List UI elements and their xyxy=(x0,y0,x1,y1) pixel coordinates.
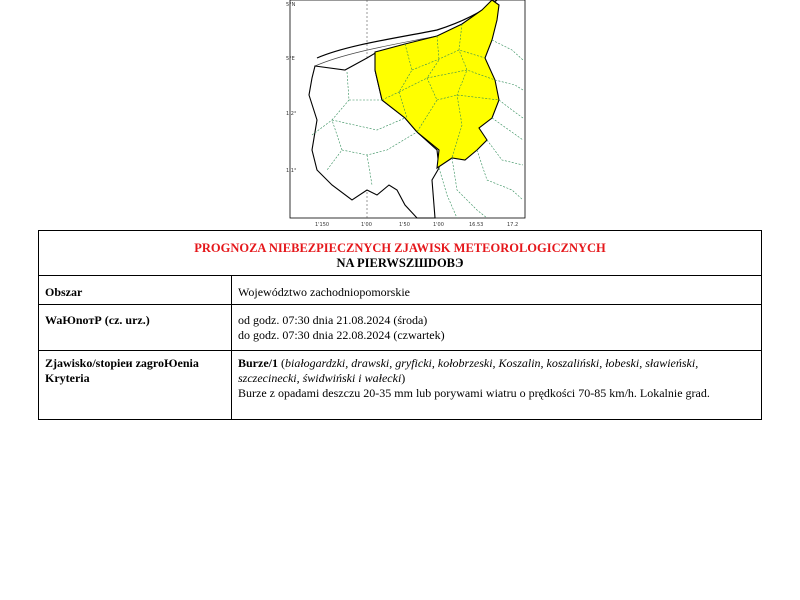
warning-table xyxy=(38,230,762,420)
area-row xyxy=(39,276,762,305)
phenomenon-label xyxy=(39,351,232,420)
counties-open: ( xyxy=(278,356,285,370)
counties-close: ) xyxy=(401,371,406,385)
phenomenon-name: Burze/1 xyxy=(238,356,278,370)
lon-label: 1'00 xyxy=(433,222,444,228)
lat-label: 5°N xyxy=(286,2,296,8)
lat-label: 1 1° xyxy=(286,168,297,174)
area-label: Obszar xyxy=(39,276,232,305)
phenomenon-value xyxy=(232,351,762,420)
title-row xyxy=(39,231,762,276)
counties-list: białogardzki, drawski, gryficki, kołobrzeski, Koszalin, koszaliński, łobeski, sławieński, szczecinecki, świdwiński i wałecki xyxy=(238,356,699,385)
validity-to: do godz. 07:30 dnia 22.08.2024 (czwartek) xyxy=(238,328,445,342)
phenomenon-row xyxy=(39,351,762,420)
lon-label: 1'50 xyxy=(399,222,410,228)
validity-label: WaЮnoтР (cz. urz.) xyxy=(39,305,232,351)
validity-from: od godz. 07:30 dnia 21.08.2024 (środa) xyxy=(238,313,428,327)
warning-title: PROGNOZA NIEBEZPIECZNYCH ZJAWISK METEOROLOGICZNYCH xyxy=(194,241,606,255)
area-value: Województwo zachodniopomorskie xyxy=(232,276,762,305)
warning-map xyxy=(287,0,528,228)
validity-value xyxy=(232,305,762,351)
validity-row xyxy=(39,305,762,351)
phenomenon-description: Burze z opadami deszczu 20-35 mm lub porywami wiatru o prędkości 70-85 km/h. Lokalnie grad. xyxy=(238,386,710,400)
lon-label: 1'00 xyxy=(361,222,372,228)
lat-label: 1 2° xyxy=(286,111,297,117)
phenomenon-label-line2: Kryteria xyxy=(45,371,90,385)
lon-label: 17.2 xyxy=(507,222,519,228)
title-cell xyxy=(39,231,762,276)
lon-label: 1'150 xyxy=(315,222,330,228)
phenomenon-label-line1: Zjawisko/stopieи zagroЮenia xyxy=(45,356,199,370)
lon-label: 16.53 xyxy=(469,222,484,228)
lat-label: 5°E xyxy=(286,56,295,62)
warning-subtitle: NA PIERWSZШDOBЭ xyxy=(336,256,464,270)
